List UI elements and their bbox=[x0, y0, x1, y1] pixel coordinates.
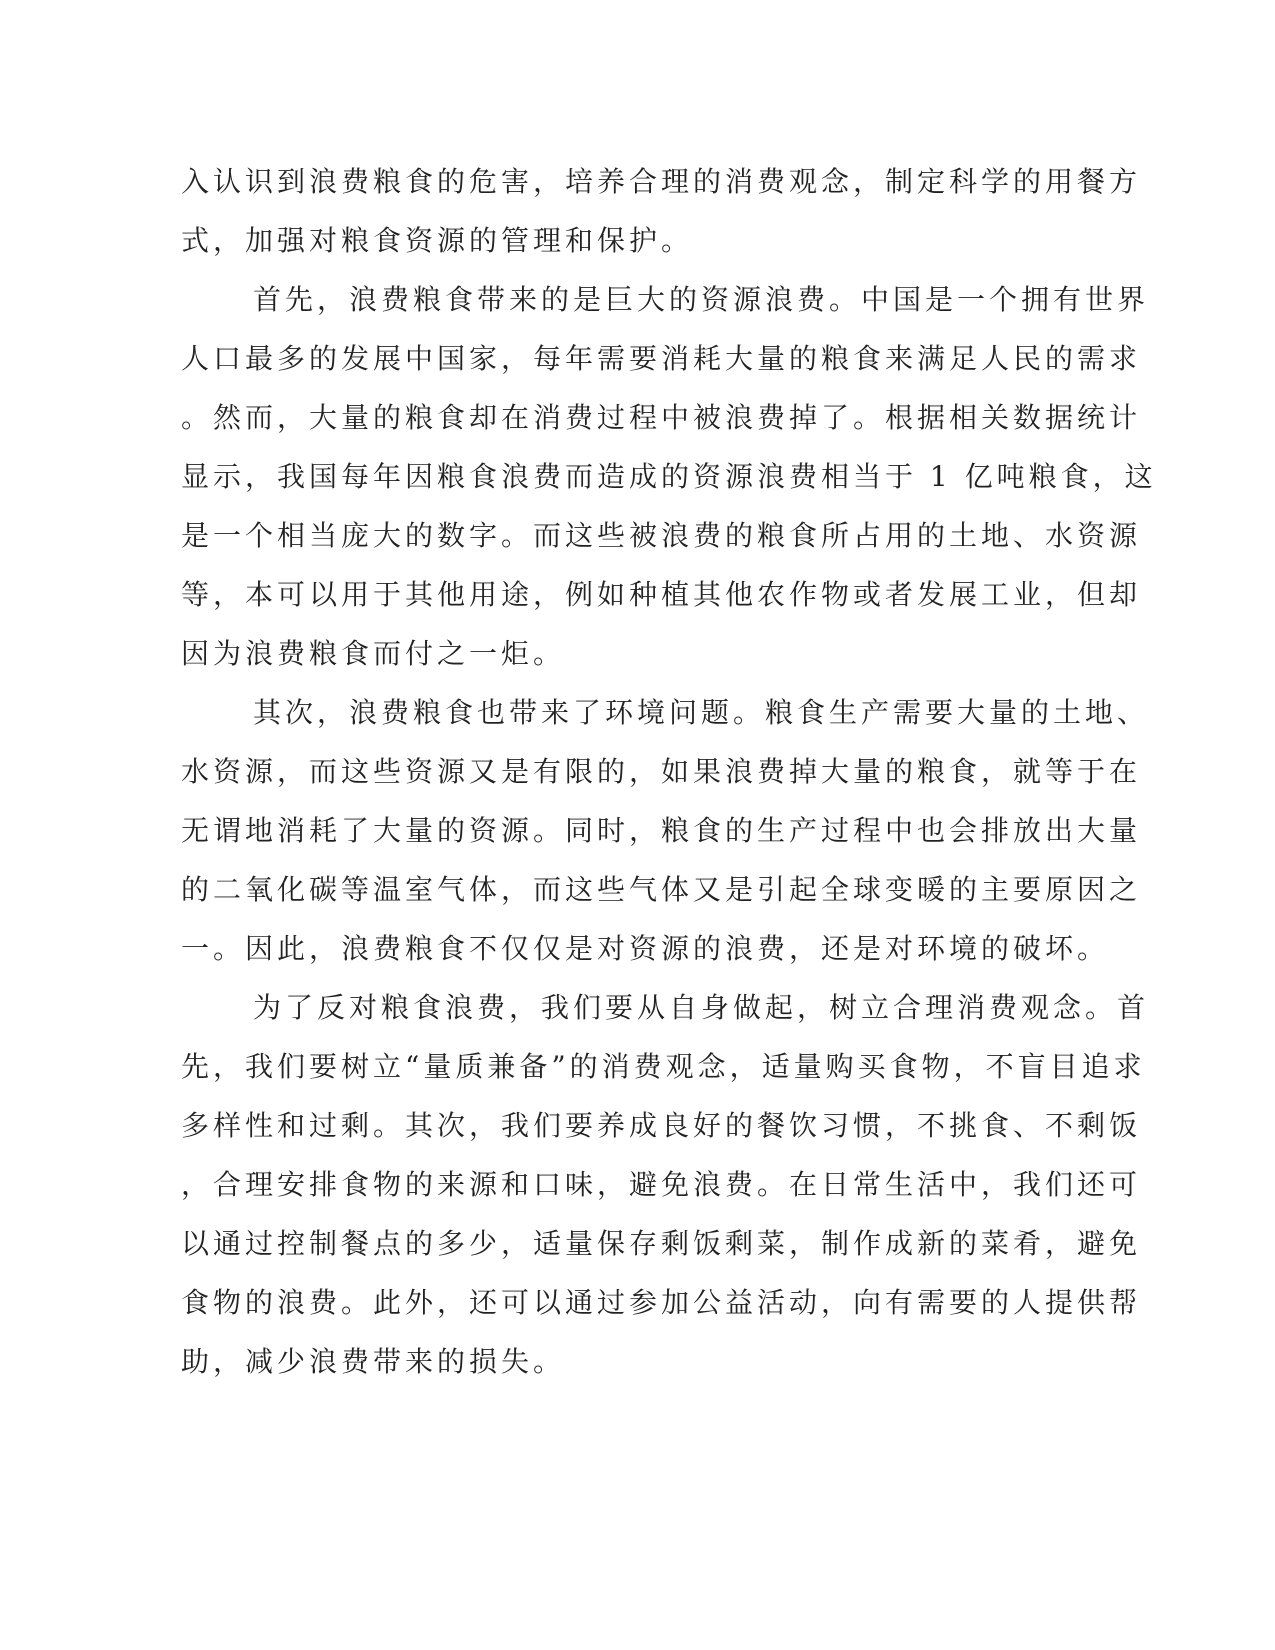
text-line: 水资源，而这些资源又是有限的，如果浪费掉大量的粮食，就等于在 bbox=[181, 755, 1142, 788]
text-line: 。然而，大量的粮食却在消费过程中被浪费掉了。根据相关数据统计 bbox=[181, 401, 1142, 434]
text-line: 因为浪费粮食而付之一炬。 bbox=[181, 637, 566, 670]
text-line: 式，加强对粮食资源的管理和保护。 bbox=[181, 224, 694, 257]
text-line: 首先，浪费粮食带来的是巨大的资源浪费。中国是一个拥有世界 bbox=[253, 283, 1150, 316]
document-body bbox=[181, 152, 1157, 1391]
text-line: 的二氧化碳等温室气体，而这些气体又是引起全球变暖的主要原因之 bbox=[181, 873, 1142, 906]
text-line: 入认识到浪费粮食的危害，培养合理的消费观念，制定科学的用餐方 bbox=[181, 165, 1142, 198]
text-line: 显示，我国每年因粮食浪费而造成的资源浪费相当于 1 亿吨粮食，这 bbox=[181, 460, 1157, 493]
text-line: 等，本可以用于其他用途，例如种植其他农作物或者发展工业，但却 bbox=[181, 578, 1142, 611]
text-line: 先，我们要树立“量质兼备”的消费观念，适量购买食物，不盲目追求 bbox=[181, 1050, 1146, 1083]
text-line: 食物的浪费。此外，还可以通过参加公益活动，向有需要的人提供帮 bbox=[181, 1286, 1142, 1319]
text-line: 多样性和过剩。其次，我们要养成良好的餐饮习惯，不挑食、不剩饭 bbox=[181, 1109, 1142, 1142]
text-line: 以通过控制餐点的多少，适量保存剩饭剩菜，制作成新的菜肴，避免 bbox=[181, 1227, 1142, 1260]
text-line: 为了反对粮食浪费，我们要从自身做起，树立合理消费观念。首 bbox=[253, 991, 1150, 1024]
text-line: 人口最多的发展中国家，每年需要消耗大量的粮食来满足人民的需求 bbox=[181, 342, 1142, 375]
text-line: 无谓地消耗了大量的资源。同时，粮食的生产过程中也会排放出大量 bbox=[181, 814, 1142, 847]
text-line: ，合理安排食物的来源和口味，避免浪费。在日常生活中，我们还可 bbox=[181, 1168, 1142, 1201]
text-line: 是一个相当庞大的数字。而这些被浪费的粮食所占用的土地、水资源 bbox=[181, 519, 1142, 552]
text-line: 其次，浪费粮食也带来了环境问题。粮食生产需要大量的土地、 bbox=[253, 696, 1150, 729]
text-line: 助，减少浪费带来的损失。 bbox=[181, 1345, 566, 1378]
text-line: 一。因此，浪费粮食不仅仅是对资源的浪费，还是对环境的破坏。 bbox=[181, 932, 1110, 965]
